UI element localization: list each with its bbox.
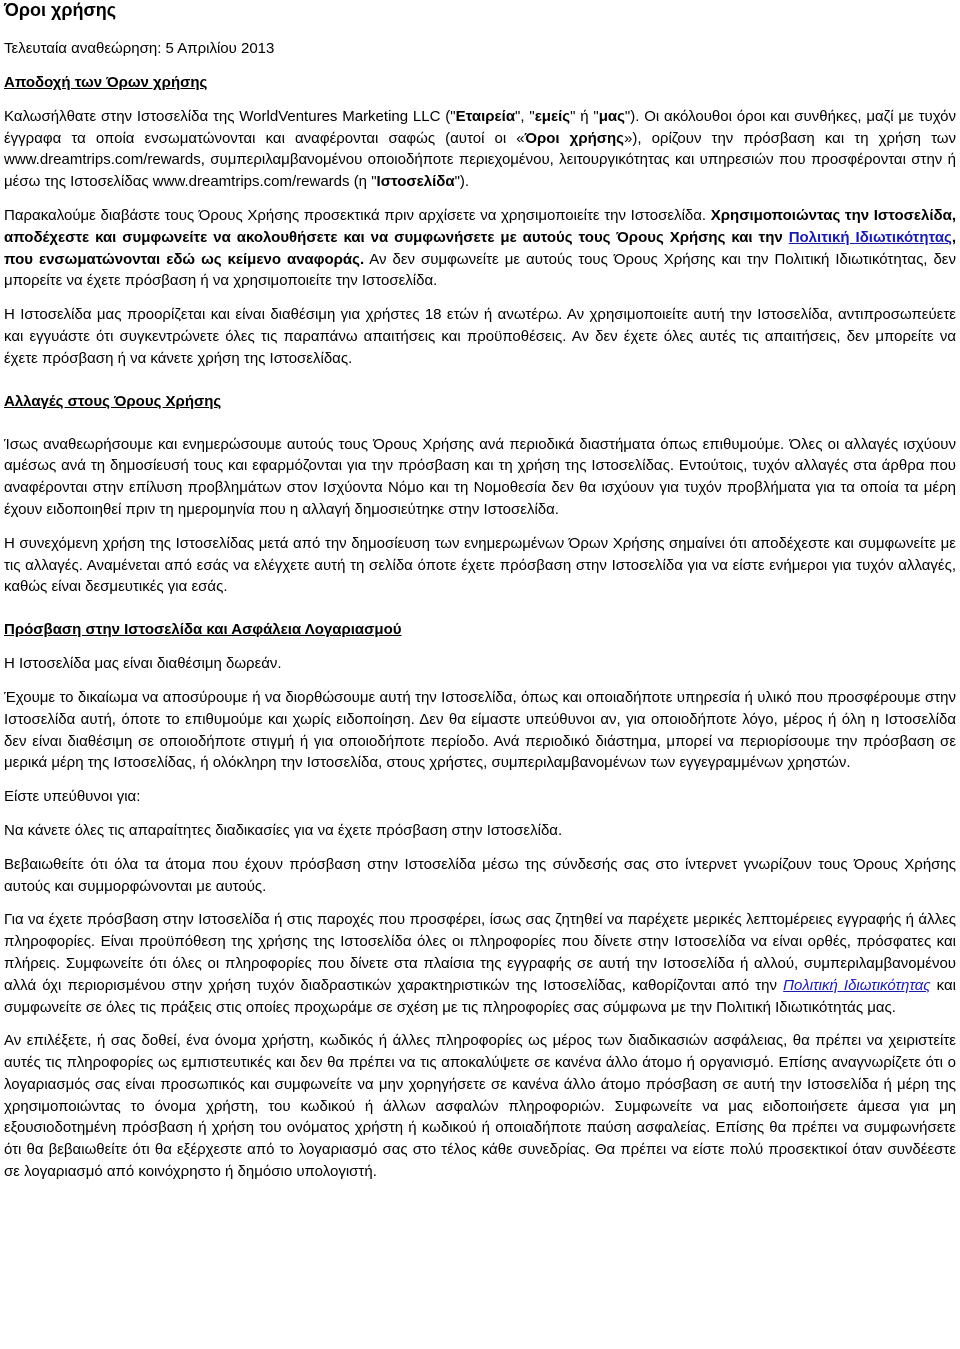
paragraph-responsible-for: Είστε υπεύθυνοι για: <box>4 788 141 806</box>
paragraph-withdraw-right: Έχουμε το δικαίωμα να αποσύρουμε ή να διορθώσουμε αυτή την Ιστοσελίδα, όπως και οποιαδήποτε υπηρεσία ή υλικό που προσφέρουμε στην Ιστοσελίδα αυτή, όποτε το επιθυμούμε και χωρίς ειδοποίηση. Δεν θα είμαστε υπεύθυνοι αν, για οποιοδήποτε λόγο, μέρος ή όλη η Ιστοσελίδα δεν είναι διαθέσιμη σε οποιοδήποτε στιγμή ή για οποιοδήποτε περίοδο. Ανά περιοδικό διάστημα, μπορεί να περιορίσουμε την πρόσβαση σε μερικά μέρη της Ιστοσελίδας, ή ολόκληρη την Ιστοσελίδα, στους χρήστες, συμπεριλαμβανομένων των εγγεγραμμένων χρηστών. <box>4 688 956 772</box>
privacy-policy-link[interactable]: Πολιτική Ιδιωτικότητας <box>788 228 952 246</box>
paragraph-ensure-persons: Βεβαιωθείτε ότι όλα τα άτομα που έχουν πρόσβαση στην Ιστοσελίδα μέσω της σύνδεσής σας στο ίντερνετ γνωρίζουν τους Όρους Χρήσης αυτούς και συμμορφώνονται με αυτούς. <box>4 855 956 895</box>
section-heading-acceptance: Αποδοχή των Όρων χρήσης <box>4 73 208 91</box>
section-heading-changes: Αλλαγές στους Όρους Χρήσης <box>4 392 222 410</box>
paragraph-free-access: Η Ιστοσελίδα μας είναι διαθέσιμη δωρεάν. <box>4 655 282 673</box>
privacy-policy-link-2[interactable]: Πολιτική Ιδιωτικότητας <box>783 976 931 994</box>
paragraph-registration: Για να έχετε πρόσβαση στην Ιστοσελίδα ή στις παροχές που προσφέρει, ίσως σας ζητηθεί να παρέχετε μερικές λεπτομέρειες εγγραφής ή άλλες πληροφορίες. Είναι προϋπόθεση της χρήσης της Ιστοσελίδα όλες οι πληροφορίες που δίνετε στην Ιστοσελίδα να είναι ορθές, πρόσφατες και πλήρεις. Συμφωνείτε ότι όλες οι πληροφορίες που δίνετε στα πλαίσια της εγγραφής σε αυτή την Ιστοσελίδα ή αλλού, συμπεριλαμβανομένου αλλά όχι περιορισμένου στην χρήση τυχόν διαδραστικών χαρακτηριστικών της Ιστοσελίδας, καθορίζονται από την Πολιτική Ιδιωτικότητας και συμφωνείτε σε όλες τις πράξεις στις οποίες προχωράμε σε σχέση με τις πληροφορίες σας σύμφωνα με την Πολιτική Ιδιωτικότητάς μας. <box>4 911 957 1016</box>
paragraph-welcome: Καλωσήλθατε στην Ιστοσελίδα της WorldVentures Marketing LLC ("Εταιρεία", "εμείς" ή "μας"). Οι ακόλουθοι όροι και συνθήκες, μαζί με τυχόν έγγραφα τα οποία ενσωματώνονται και αναφέρονται σαφώς (αυτοί οι «Όροι χρήσης»), ορίζουν την πρόσβαση και τη χρήση των www.dreamtrips.com/rewards, συμπεριλαμβανομένου οποιοδήποτε περιεχομένου, λειτουργικότητας και υπηρεσιών που προσφέρονται στην ή μέσω της Ιστοσελίδας www.dreamtrips.com/rewards (η "Ιστοσελίδα"). <box>4 107 957 191</box>
section-heading-access-security: Πρόσβαση στην Ιστοσελίδα και Ασφάλεια Λογαριασμού <box>4 621 402 639</box>
document-page <box>4 0 956 1183</box>
paragraph-continued-use: Η συνεχόμενη χρήση της Ιστοσελίδας μετά από την δημοσίευση των ενημερωμένων Όρων Χρήσης σημαίνει ότι αποδέχεστε και συμφωνείτε με τις αλλαγές. Αναμένεται από εσάς να ελέγχετε αυτή τη σελίδα όποτε έχετε πρόσβαση στην Ιστοσελίδα για να είστε ενήμεροι για τυχόν αλλαγές, καθώς είναι δεσμευτικές για εσάς. <box>4 534 956 596</box>
paragraph-age-requirement: Η Ιστοσελίδα μας προορίζεται και είναι διαθέσιμη για χρήστες 18 ετών ή ανωτέρω. Αν χρησιμοποιείτε αυτή την Ιστοσελίδα, αντιπροσωπεύετε και εγγυάστε ότι συγκεντρώνετε όλες τις παραπάνω απαιτήσεις και προϋποθέσεις. Αν δεν έχετε όλες αυτές τις απαιτήσεις, δεν μπορείτε να έχετε πρόσβαση ή να κάνετε χρήση της Ιστοσελίδας. <box>4 306 956 367</box>
paragraph-changes: Ίσως αναθεωρήσουμε και ενημερώσουμε αυτούς τους Όρους Χρήσης ανά περιοδικά διαστήματα όπως επιθυμούμε. Όλες οι αλλαγές ισχύουν αμέσως ανά τη δημοσίευσή τους και εφαρμόζονται για την πρόσβαση και τη χρήση της Ιστοσελίδας. Εντούτοις, τυχόν αλλαγές στα άρθρα που αναφέρονται στην επίλυση προβλημάτων στον Ισχύοντα Νόμο και τη Νομοθεσία δεν θα ισχύουν για τυχόν προβλήματα για τα οποία τα μέρη έχουν ειδοποιηθεί πριν τη ημερομηνία που η αλλαγή δημοσιεύτηκε στην Ιστοσελίδα. <box>4 435 956 518</box>
paragraph-arrangements: Να κάνετε όλες τις απαραίτητες διαδικασίες για να έχετε πρόσβαση στην Ιστοσελίδα. <box>4 821 563 839</box>
paragraph-please-read: Παρακαλούμε διαβάστε τους Όρους Χρήσης προσεκτικά πριν αρχίσετε να χρησιμοποιείτε την Ιστοσελίδα. Χρησιμοποιώντας την Ιστοσελίδα, αποδέχεστε και συμφωνείτε να ακολουθήσετε και να συμφωνήσετε με αυτούς τους Όρους Χρήσης και την Πολιτική Ιδιωτικότητας, που ενσωματώνονται εδώ ως κείμενο αναφοράς. Αν δεν συμφωνείτε με αυτούς τους Όρους Χρήσης και την Πολιτική Ιδιωτικότητας, δεν μπορείτε να έχετε πρόσβαση ή να χρησιμοποιείτε την Ιστοσελίδα. <box>4 206 957 290</box>
paragraph-account-security: Αν επιλέξετε, ή σας δοθεί, ένα όνομα χρήστη, κωδικός ή άλλες πληροφορίες ως μέρος των διαδικασιών ασφάλειας, θα πρέπει να χειριστείτε αυτές τις πληροφορίες ως εμπιστευτικές και δεν θα πρέπει να τις αποκαλύψετε σε κανένα άλλο άτομο ή οργανισμό. Επίσης αναγνωρίζετε ότι ο λογαριασμός σας είναι προσωπικός και συμφωνείτε να μην χορηγήσετε σε κανένα άλλο άτομο πρόσβαση σε αυτή την Ιστοσελίδα ή μέρη της χρησιμοποιώντας το όνομα χρήστη, του κωδικού ή άλλων ασφαλών πληροφοριών. Συμφωνείτε να μας ειδοποιήσετε άμεσα για μη εξουσιοδοτημένη πρόσβαση ή χρήση του ονόματος χρήστη ή κωδικού ή οποιαδήποτε παύση ασφαλείας. Επίσης θα πρέπει να συμφωνήσετε ότι θα βεβαιωθείτε ότι θα εξέρχεστε από το λογαριασμό σας στο τέλος κάθε συνεδρίας. Θα πρέπει να είστε πολύ προσεκτικοί όταν συνδέεστε σε λογαριασμό από κοινόχρηστο ή δημόσιο υπολογιστή. <box>4 1032 956 1181</box>
page-title: Όροι χρήσης <box>4 0 117 20</box>
last-updated: Τελευταία αναθεώρηση: 5 Απριλίου 2013 <box>4 40 275 57</box>
